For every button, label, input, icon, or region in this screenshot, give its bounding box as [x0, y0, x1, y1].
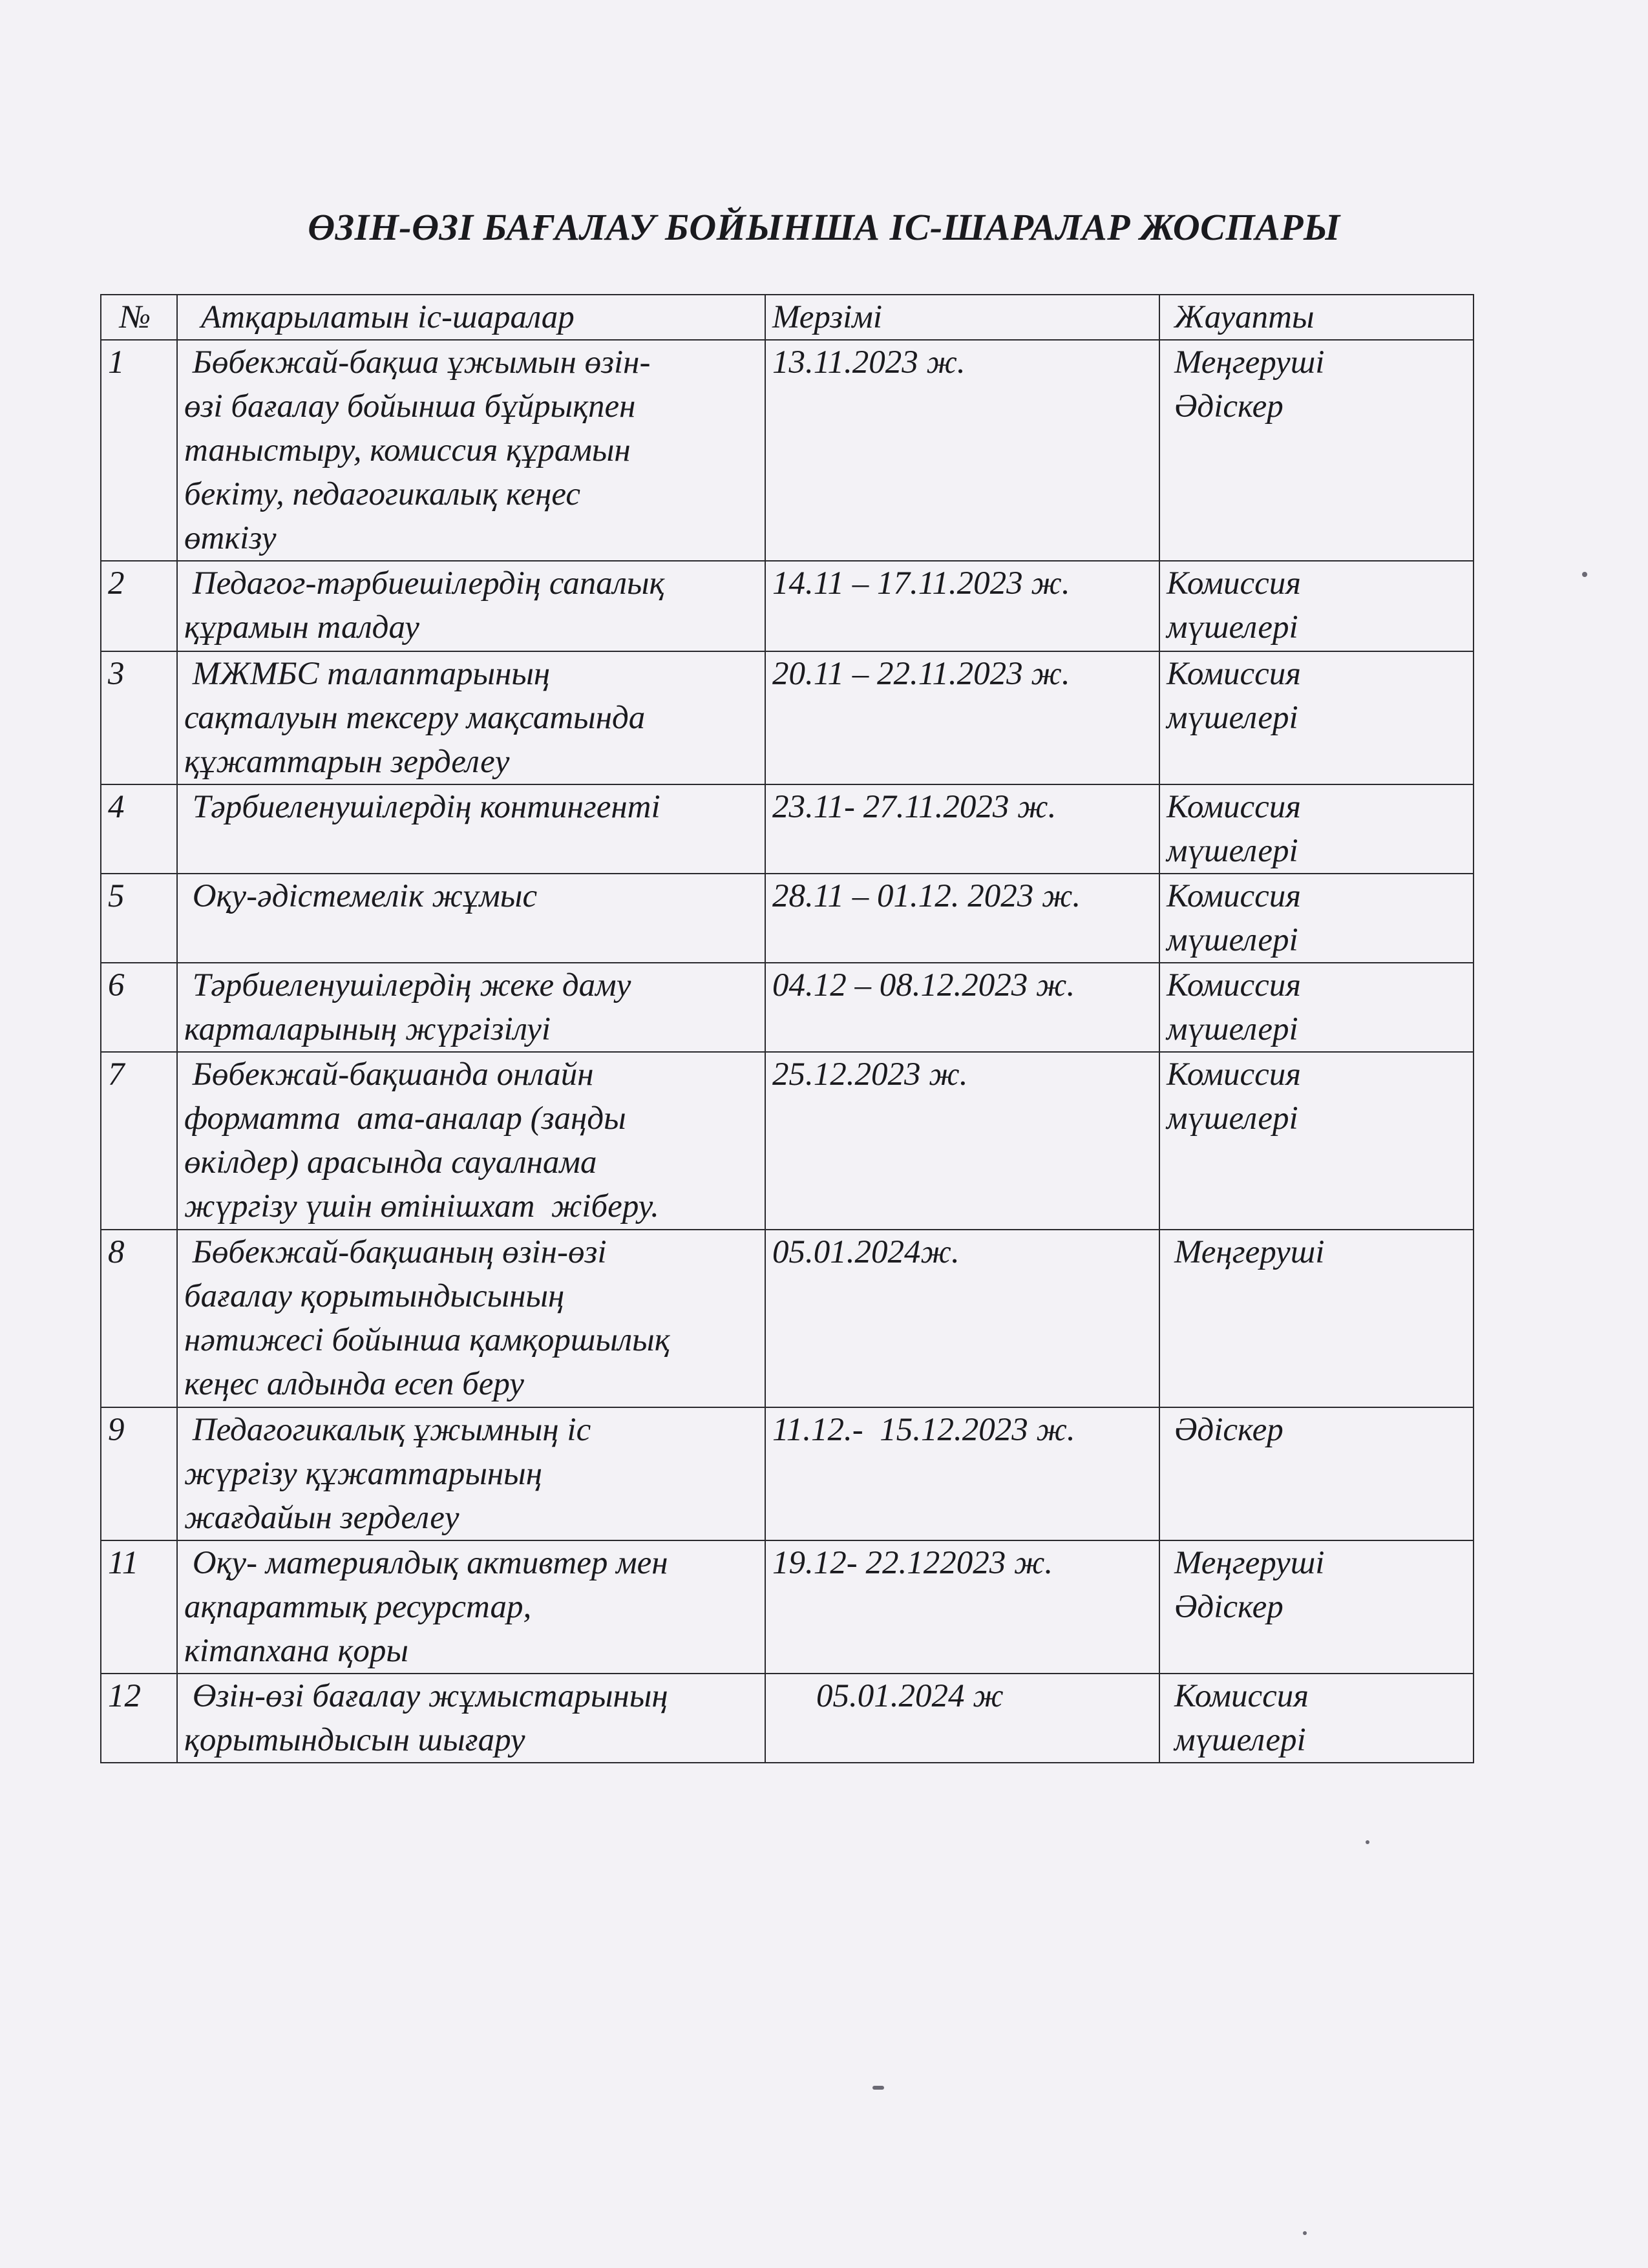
row-task: [177, 1407, 765, 1540]
scan-speck: [1366, 1840, 1369, 1844]
task-line: құрамын талдау: [184, 609, 419, 646]
responsible-line: мүшелері: [1174, 1722, 1306, 1758]
responsible-line: Комиссия: [1167, 656, 1302, 692]
page-title: ӨЗІН-ӨЗІ БАҒАЛАУ БОЙЫНША ІС-ШАРАЛАР ЖОСПАРЫ: [308, 206, 1340, 248]
task-line: Бөбекжай-бақшаның өзін-өзі: [184, 1234, 607, 1270]
plan-table: [100, 294, 1474, 1763]
task-line: МЖМБС талаптарының: [184, 656, 551, 692]
row-number: 11: [101, 1540, 177, 1674]
row-task: [177, 874, 765, 963]
row-number: 5: [101, 874, 177, 963]
task-line: нәтижесі бойынша қамқоршылық: [184, 1322, 670, 1358]
table-header-row: [101, 295, 1474, 340]
task-line: таныстыру, комиссия құрамын: [184, 432, 631, 468]
responsible-line: Меңгеруші: [1174, 1234, 1325, 1270]
header-task: Атқарылатын іс-шаралар: [177, 295, 765, 340]
row-date: 11.12.- 15.12.2023 ж.: [765, 1407, 1159, 1540]
row-date: 25.12.2023 ж.: [765, 1052, 1159, 1230]
task-line: ақпараттық ресурстар,: [184, 1589, 532, 1625]
row-number: 4: [101, 784, 177, 874]
row-task: [177, 1674, 765, 1763]
row-date: 04.12 – 08.12.2023 ж.: [765, 963, 1159, 1052]
table-row: [101, 651, 1474, 784]
task-line: құжаттарын зерделеу: [184, 744, 510, 780]
row-responsible: [1159, 963, 1474, 1052]
scan-speck: [872, 2086, 884, 2090]
row-number: 6: [101, 963, 177, 1052]
row-task: [177, 1052, 765, 1230]
table-row: [101, 963, 1474, 1052]
responsible-line: мүшелері: [1167, 833, 1298, 869]
table-row: [101, 874, 1474, 963]
row-responsible: [1159, 1052, 1474, 1230]
responsible-line: Комиссия: [1167, 967, 1302, 1003]
responsible-line: Әдіскер: [1174, 388, 1284, 425]
table-row: [101, 1407, 1474, 1540]
task-line: Оқу-әдістемелік жұмыс: [184, 878, 538, 914]
task-line: өзі бағалау бойынша бұйрықпен: [184, 388, 636, 425]
task-line: өткізу: [184, 520, 277, 556]
task-line: өкілдер) арасында сауалнама: [184, 1144, 597, 1181]
task-line: кеңес алдында есеп беру: [184, 1366, 524, 1402]
task-line: жүргізу үшін өтінішхат жіберу.: [184, 1188, 659, 1224]
row-task: [177, 784, 765, 874]
row-responsible: [1159, 1407, 1474, 1540]
task-line: сақталуын тексеру мақсатында: [184, 700, 646, 736]
row-date: 28.11 – 01.12. 2023 ж.: [765, 874, 1159, 963]
header-date: Мерзімі: [765, 295, 1159, 340]
task-line: бағалау қорытындысының: [184, 1278, 565, 1314]
table-row: [101, 784, 1474, 874]
row-responsible: [1159, 340, 1474, 561]
row-responsible: [1159, 1230, 1474, 1407]
row-number: 1: [101, 340, 177, 561]
task-line: Бөбекжай-бақша ұжымын өзін-: [184, 344, 651, 381]
row-number: 7: [101, 1052, 177, 1230]
task-line: жағдайын зерделеу: [184, 1500, 460, 1536]
responsible-line: мүшелері: [1167, 1011, 1298, 1047]
row-date: 23.11- 27.11.2023 ж.: [765, 784, 1159, 874]
row-date: 20.11 – 22.11.2023 ж.: [765, 651, 1159, 784]
header-responsible: Жауапты: [1159, 295, 1474, 340]
responsible-line: Комиссия: [1167, 1056, 1302, 1093]
row-task: [177, 1230, 765, 1407]
responsible-line: Меңгеруші: [1174, 1545, 1325, 1581]
row-task: [177, 561, 765, 651]
row-responsible: [1159, 784, 1474, 874]
responsible-line: мүшелері: [1167, 922, 1298, 958]
row-responsible: [1159, 1674, 1474, 1763]
table-row: [101, 1540, 1474, 1674]
row-number: 9: [101, 1407, 177, 1540]
task-line: бекіту, педагогикалық кеңес: [184, 476, 581, 512]
responsible-line: Меңгеруші: [1174, 344, 1325, 381]
row-task: [177, 651, 765, 784]
row-date: 19.12- 22.122023 ж.: [765, 1540, 1159, 1674]
scan-speck: [1303, 2231, 1307, 2235]
task-line: Педагогикалық ұжымның іс: [184, 1412, 591, 1448]
row-responsible: [1159, 561, 1474, 651]
table-row: [101, 1230, 1474, 1407]
task-line: Тәрбиеленушілердің контингенті: [184, 789, 660, 825]
table-row: [101, 340, 1474, 561]
responsible-line: мүшелері: [1167, 700, 1298, 736]
row-number: 12: [101, 1674, 177, 1763]
row-date: 14.11 – 17.11.2023 ж.: [765, 561, 1159, 651]
responsible-line: Әдіскер: [1174, 1589, 1284, 1625]
row-number: 8: [101, 1230, 177, 1407]
task-line: Оқу- материялдық активтер мен: [184, 1545, 668, 1581]
row-number: 3: [101, 651, 177, 784]
row-responsible: [1159, 874, 1474, 963]
table-row: [101, 561, 1474, 651]
responsible-line: мүшелері: [1167, 1100, 1298, 1137]
row-date: 13.11.2023 ж.: [765, 340, 1159, 561]
responsible-line: мүшелері: [1167, 609, 1298, 646]
responsible-line: Комиссия: [1167, 789, 1302, 825]
row-number: 2: [101, 561, 177, 651]
row-responsible: [1159, 651, 1474, 784]
row-task: [177, 340, 765, 561]
header-number: №: [101, 295, 177, 340]
task-line: жүргізу құжаттарының: [184, 1456, 543, 1492]
task-line: қорытындысын шығару: [184, 1722, 525, 1758]
row-date: 05.01.2024 ж: [765, 1674, 1159, 1763]
row-task: [177, 963, 765, 1052]
table-row: [101, 1674, 1474, 1763]
scan-speck: [1582, 572, 1587, 577]
task-line: Педагог-тәрбиешілердің сапалық: [184, 565, 665, 602]
task-line: форматта ата-аналар (заңды: [184, 1100, 626, 1137]
row-responsible: [1159, 1540, 1474, 1674]
task-line: карталарының жүргізілуі: [184, 1011, 551, 1047]
task-line: кітапхана қоры: [184, 1633, 408, 1669]
task-line: Өзін-өзі бағалау жұмыстарының: [184, 1678, 668, 1714]
task-line: Тәрбиеленушілердің жеке даму: [184, 967, 631, 1003]
table-row: [101, 1052, 1474, 1230]
responsible-line: Комиссия: [1167, 565, 1302, 602]
task-line: Бөбекжай-бақшанда онлайн: [184, 1056, 594, 1093]
responsible-line: Комиссия: [1174, 1678, 1309, 1714]
responsible-line: Әдіскер: [1174, 1412, 1284, 1448]
responsible-line: Комиссия: [1167, 878, 1302, 914]
row-task: [177, 1540, 765, 1674]
row-date: 05.01.2024ж.: [765, 1230, 1159, 1407]
